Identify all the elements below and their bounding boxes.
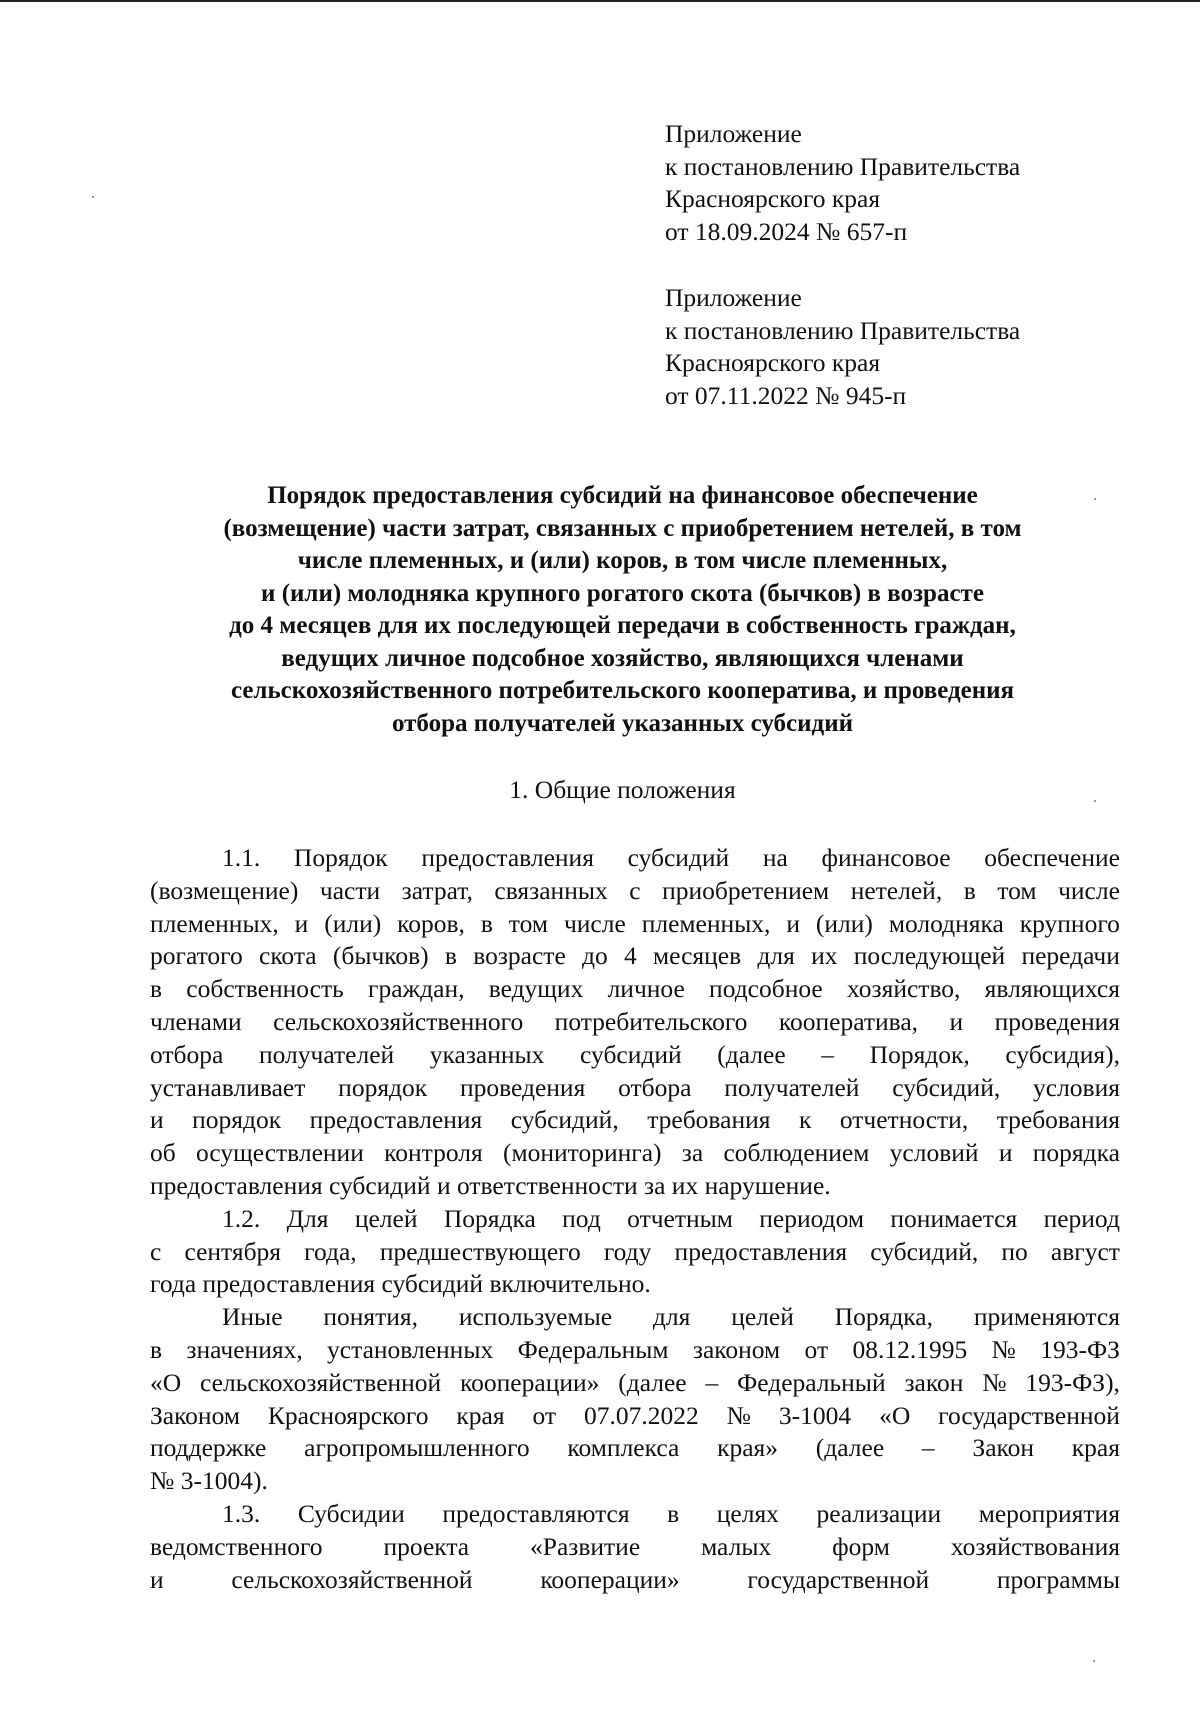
body-line xyxy=(150,1400,1120,1433)
body-word: сельскохозяйственного xyxy=(273,1006,524,1036)
body-word: в xyxy=(480,908,493,938)
body-line xyxy=(150,875,1120,908)
body-word: понятия, xyxy=(323,1302,419,1332)
body-word: отчетным xyxy=(627,1203,733,1233)
body-word: том xyxy=(997,875,1037,905)
body-word: в xyxy=(150,974,163,1004)
body-word: получателей xyxy=(258,1039,395,1069)
body-word: затрат, xyxy=(401,875,473,905)
body-word: 08.12.1995 xyxy=(852,1334,968,1364)
body-word: хозяйство, xyxy=(847,974,961,1004)
body-word: отбора xyxy=(618,1072,692,1102)
body-word: порядок xyxy=(338,1072,428,1102)
body-word: для xyxy=(652,1302,691,1332)
body-line xyxy=(150,842,1120,875)
body-line xyxy=(150,1498,1120,1531)
body-word: форм xyxy=(832,1531,890,1561)
annex-line: от 18.09.2024 № 657-п xyxy=(665,216,908,246)
body-word: предоставляются xyxy=(442,1498,630,1528)
body-word: № xyxy=(982,1367,1007,1397)
body-line xyxy=(150,1039,1120,1072)
body-word: государственной xyxy=(938,1400,1120,1430)
body-word: получателей xyxy=(724,1072,860,1102)
body-word: – xyxy=(921,1433,935,1463)
body-word: и xyxy=(998,1138,1013,1168)
body-word: племенных, xyxy=(150,908,279,938)
body-word: малых xyxy=(701,1531,772,1561)
body-word: (или) xyxy=(815,908,873,938)
body-word: – xyxy=(705,1367,719,1397)
body-word: субсидий, xyxy=(870,1236,979,1266)
body-word: 07.07.2022 xyxy=(583,1400,699,1430)
body-word: кооперации» xyxy=(540,1564,680,1594)
body-word: субсидий xyxy=(627,843,730,872)
body-word: хозяйствования xyxy=(950,1531,1120,1561)
body-word: части xyxy=(319,875,381,905)
body-line xyxy=(150,1531,1120,1564)
title-line: до 4 месяцев для их последующей передачи в собственность граждан, xyxy=(229,612,1016,639)
title-line: числе племенных, и (или) коров, в том числе племенных, xyxy=(297,547,948,574)
title-line: Порядок предоставления субсидий на финансовое обеспечение xyxy=(267,482,978,509)
body-word: последующей xyxy=(853,941,1006,971)
body-word: за xyxy=(681,1138,704,1168)
body-word: поддержке xyxy=(150,1433,267,1463)
body-word: и xyxy=(786,908,800,938)
body-word: возрасте xyxy=(473,941,566,971)
body-word: в xyxy=(667,1498,680,1528)
body-word: рогатого xyxy=(150,941,243,971)
body-line xyxy=(150,1006,1120,1039)
body-word: целях xyxy=(716,1498,779,1528)
body-word: целей xyxy=(731,1302,794,1332)
body-word: племенных, xyxy=(641,908,771,938)
body-word: целей xyxy=(354,1203,418,1233)
body-word: август xyxy=(1050,1236,1120,1266)
body-word: 193-ФЗ), xyxy=(1025,1367,1120,1397)
body-word: связанных xyxy=(494,875,608,905)
body-word: членами xyxy=(150,1006,242,1036)
body-line xyxy=(150,973,1120,1006)
body-line xyxy=(150,1236,1120,1269)
body-word: предоставления xyxy=(421,843,594,872)
body-word: и xyxy=(294,908,309,938)
body-word: Законом xyxy=(150,1400,240,1430)
body-word: Красноярского xyxy=(267,1400,429,1430)
body-line: года предоставления субсидий включительно. xyxy=(150,1269,651,1299)
body-line xyxy=(150,1334,1120,1367)
body-word: числе xyxy=(1058,875,1120,905)
body-word: 193-ФЗ xyxy=(1040,1334,1120,1364)
body-word: агропромышленного xyxy=(304,1433,530,1463)
body-word: году xyxy=(603,1236,652,1266)
body-word: применяются xyxy=(973,1302,1120,1332)
body-word: предоставления xyxy=(674,1236,848,1266)
body-word: обеспечение xyxy=(984,843,1120,872)
scan-speck xyxy=(92,196,94,198)
body-word: «Развитие xyxy=(530,1531,641,1561)
body-word: субсидий, xyxy=(510,1105,619,1135)
body-word: подсобное xyxy=(709,974,823,1004)
body-word: молодняка xyxy=(888,908,1004,938)
annex-line: к постановлению Правительства xyxy=(665,151,1021,181)
body-word: условия xyxy=(1033,1072,1120,1102)
body-word: периодом xyxy=(759,1203,865,1233)
body-word: используемые xyxy=(458,1302,613,1332)
body-word: № xyxy=(726,1400,751,1430)
body-word: сельскохозяйственной xyxy=(231,1564,473,1594)
body-word: об xyxy=(150,1138,176,1168)
body-word: устанавливает xyxy=(150,1072,306,1102)
body-word: и xyxy=(150,1564,164,1594)
body-word: 3-1004 xyxy=(778,1400,852,1430)
body-word: личное xyxy=(607,974,685,1004)
body-word: числе xyxy=(563,908,626,938)
body-word: года, xyxy=(304,1236,357,1266)
body-word: граждан, xyxy=(368,974,465,1004)
body-word: (бычков) xyxy=(332,941,429,971)
body-word: (возмещение) xyxy=(150,875,299,905)
body-word: на xyxy=(762,843,788,872)
body-word: их xyxy=(811,941,838,971)
body-word: с xyxy=(150,1236,162,1266)
body-word: и xyxy=(949,1006,964,1036)
body-word: установленных xyxy=(327,1334,494,1364)
body-word: финансовое xyxy=(821,843,951,872)
body-word: от xyxy=(532,1400,557,1430)
body-word: Порядок, xyxy=(869,1039,970,1069)
body-word: кооперации» xyxy=(460,1367,600,1397)
body-word: комплекса xyxy=(567,1433,680,1463)
body-word: Федеральный xyxy=(737,1367,886,1397)
body-word: (далее xyxy=(815,1433,885,1463)
body-word: в xyxy=(963,875,976,905)
body-word: требования xyxy=(647,1105,771,1135)
body-word: потребительского xyxy=(554,1006,748,1036)
body-word: (далее xyxy=(618,1367,687,1397)
body-word: соблюдением xyxy=(723,1138,870,1168)
body-word: указанных xyxy=(429,1039,545,1069)
body-word: условий xyxy=(889,1138,979,1168)
body-word: 1.2. xyxy=(222,1203,261,1233)
body-word: программы xyxy=(996,1564,1120,1594)
body-word: под xyxy=(562,1203,601,1233)
body-line xyxy=(150,908,1120,941)
body-word: собственность xyxy=(186,974,344,1004)
body-word: проведения xyxy=(459,1072,586,1102)
annex-line: от 07.11.2022 № 945-п xyxy=(665,380,907,410)
body-word: в xyxy=(444,941,457,971)
body-word: приобретением xyxy=(662,875,830,905)
body-word: (далее xyxy=(717,1039,786,1069)
body-word: от xyxy=(804,1334,829,1364)
body-line xyxy=(150,1367,1120,1400)
body-word: края xyxy=(456,1400,505,1430)
annex-line: Приложение xyxy=(665,119,802,148)
body-word: Порядка xyxy=(443,1203,536,1233)
body-word: Порядка, xyxy=(834,1302,933,1332)
annex-block-original xyxy=(665,282,1020,412)
body-word: субсидий xyxy=(580,1039,682,1069)
body-word: 1.3. xyxy=(222,1498,261,1528)
scan-top-edge xyxy=(0,0,1200,2)
body-line xyxy=(150,1104,1120,1137)
body-word: 4 xyxy=(624,941,637,971)
body-word: Иные xyxy=(222,1302,283,1332)
body-word: (мониторинга) xyxy=(502,1138,662,1168)
body-word: края xyxy=(1071,1433,1120,1463)
annex-line: Красноярского края xyxy=(665,184,881,213)
title-line: ведущих личное подсобное хозяйство, являющихся членами xyxy=(281,644,964,672)
body-line xyxy=(150,1301,1120,1334)
scan-speck xyxy=(1093,1660,1095,1662)
body-word: проведения xyxy=(994,1006,1120,1036)
body-word: государственной xyxy=(747,1564,930,1594)
body-word: (или) xyxy=(324,908,382,938)
body-word: значениях, xyxy=(186,1334,303,1364)
body-word: Порядок xyxy=(293,843,388,872)
body-word: порядок xyxy=(192,1105,282,1135)
scan-speck xyxy=(1094,498,1096,500)
body-word: порядка xyxy=(1032,1138,1120,1168)
body-word: мероприятия xyxy=(978,1498,1120,1528)
body-word: требования xyxy=(996,1105,1120,1135)
body-word: края» xyxy=(717,1433,779,1463)
body-word: предоставления xyxy=(309,1105,483,1135)
body-word: ведущих xyxy=(488,974,584,1004)
body-word: проекта xyxy=(383,1531,470,1561)
body-word: контроля xyxy=(384,1138,483,1168)
body-word: в xyxy=(150,1334,163,1364)
body-word: нетелей, xyxy=(850,875,943,905)
body-word: и xyxy=(150,1105,164,1135)
body-word: 1.1. xyxy=(222,843,261,872)
title-line: сельскохозяйственного потребительского кооператива, и проведения xyxy=(230,677,1015,704)
body-word: реализации xyxy=(816,1498,942,1528)
body-word: том xyxy=(508,908,549,938)
body-word: крупного xyxy=(1019,908,1120,938)
scan-speck xyxy=(1094,800,1096,802)
body-word: Для xyxy=(286,1203,329,1233)
body-word: скота xyxy=(259,941,317,971)
section-heading: 1. Общие положения xyxy=(509,775,736,804)
body-line xyxy=(150,1137,1120,1170)
body-word: месяцев xyxy=(653,941,742,971)
body-word: кооператива, xyxy=(778,1006,919,1036)
title-line: (возмещение) части затрат, связанных с приобретением нетелей, в том xyxy=(223,514,1022,542)
annex-block-current xyxy=(665,118,1020,248)
body-word: закон xyxy=(904,1367,964,1397)
body-word: № xyxy=(991,1334,1016,1364)
document-title xyxy=(150,480,1095,740)
body-word: по xyxy=(1001,1236,1028,1266)
body-word: для xyxy=(757,941,795,971)
body-line xyxy=(150,1564,1120,1597)
body-word: сентября xyxy=(184,1236,282,1266)
body-line xyxy=(150,1203,1120,1236)
body-word: субсидий, xyxy=(892,1072,1001,1102)
body-word: являющихся xyxy=(984,974,1120,1004)
body-word: предшествующего xyxy=(379,1236,581,1266)
body-line xyxy=(150,1072,1120,1105)
body-word: отчетности, xyxy=(839,1105,969,1135)
body-word: отбора xyxy=(150,1039,224,1069)
body-word: к xyxy=(798,1105,812,1135)
title-line: и (или) молодняка крупного рогатого скота (бычков) в возрасте xyxy=(261,579,984,607)
title-line: отбора получателей указанных субсидий xyxy=(391,709,854,737)
body-word: осуществлении xyxy=(196,1138,364,1168)
body-word: с xyxy=(629,875,641,905)
body-word: Закон xyxy=(972,1433,1035,1463)
body-word: до xyxy=(582,941,608,971)
body-word: Федеральным xyxy=(517,1334,669,1364)
body-line: предоставления субсидий и ответственности за их нарушение. xyxy=(150,1170,831,1200)
body-word: законом xyxy=(692,1334,781,1364)
body-line: № 3-1004). xyxy=(150,1466,268,1496)
body-word: «О xyxy=(879,1400,911,1430)
body-word: сельскохозяйственной xyxy=(200,1367,442,1397)
annex-line: к постановлению Правительства xyxy=(665,315,1021,345)
body-word: – xyxy=(821,1039,835,1069)
body-text xyxy=(150,842,1120,1596)
annex-line: Красноярского края xyxy=(665,348,881,377)
body-line xyxy=(150,940,1120,973)
body-word: «О xyxy=(150,1367,182,1397)
annex-line: Приложение xyxy=(665,283,802,312)
body-word: период xyxy=(1043,1203,1120,1233)
body-word: Субсидии xyxy=(297,1498,405,1528)
body-word: коров, xyxy=(397,908,465,938)
body-word: субсидия), xyxy=(1005,1039,1120,1069)
body-word: понимается xyxy=(890,1203,1018,1233)
body-word: передачи xyxy=(1021,941,1120,971)
body-word: ведомственного xyxy=(150,1531,323,1561)
body-line xyxy=(150,1432,1120,1465)
